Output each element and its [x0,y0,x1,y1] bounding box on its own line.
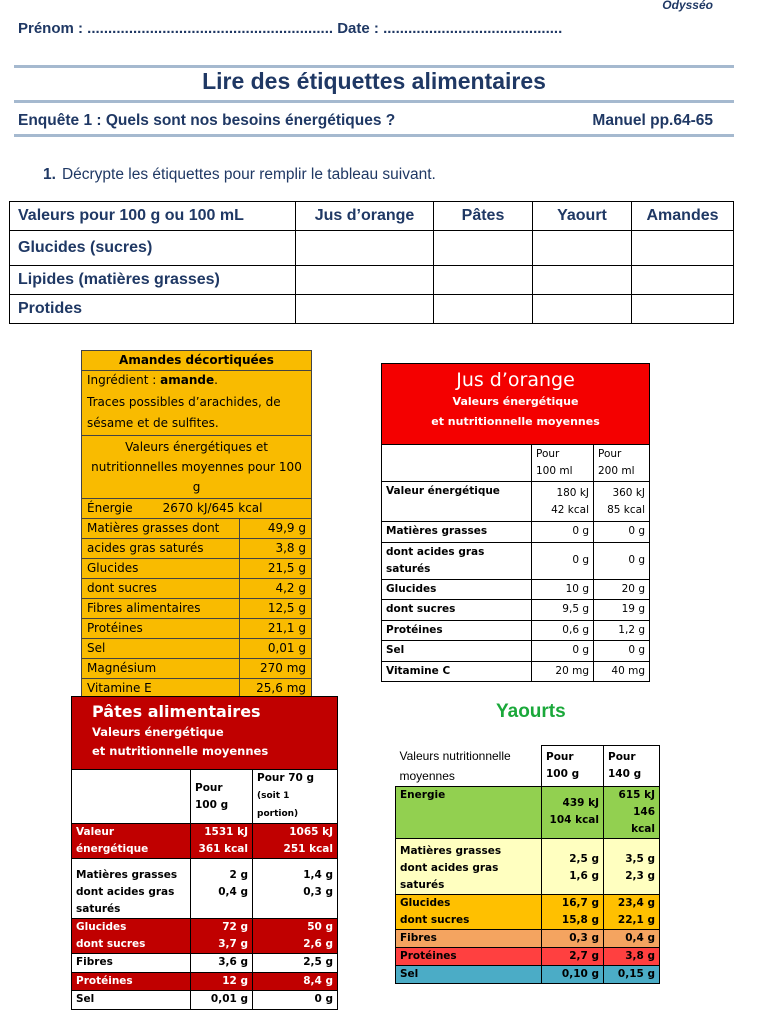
row-value: 104 kcal [549,814,599,826]
row-label: Glucides [382,579,532,600]
col-header: Pour [195,781,223,794]
row-label: Matières grasses [382,522,532,543]
row-value: 2,5 g [569,853,599,865]
energy-label: Énergie [87,500,133,515]
row-value: 20 g [594,579,650,600]
row-value: 3,8 g [604,947,660,965]
row-value: 0,4 g [604,929,660,947]
row-value: 0 g [594,522,650,543]
answer-cell[interactable] [632,295,734,324]
subtitle-rule [14,134,734,137]
answer-cell[interactable] [434,266,533,295]
table-row [396,838,660,894]
table-row [382,522,650,543]
table-row [82,558,312,578]
row-label: Protides [10,295,296,324]
jus-title: Jus d’orange [456,369,575,391]
row-value: 42 kcal [551,503,589,516]
table-row [82,578,312,598]
row-value: 0,01 g [191,991,253,1010]
answer-cell[interactable] [533,266,632,295]
amandes-values-title: Valeurs énergétiques et nutritionnelles moyennes pour 100 g [82,435,312,498]
row-value: 2,5 g [253,954,338,973]
jus-orange-label [381,363,650,682]
table-row [72,991,338,1010]
name-date-line: Prénom : ........................................................... Date : ........................................... [18,20,563,37]
row-value: 40 mg [594,661,650,682]
ingredient-label: Ingrédient : [87,373,161,388]
row-value: 360 kJ [612,486,645,499]
row-value: 0 g [532,641,594,662]
row-value: 2,3 g [625,870,655,882]
row-label: dont sucres [76,938,146,950]
row-label: Magnésium [82,658,240,678]
row-label: Energie [396,786,542,838]
table-row [72,859,338,919]
row-label: Protéines [82,618,240,638]
pates-label [71,696,338,1010]
row-value: 8,4 g [253,972,338,991]
col-header: 200 ml [598,465,635,477]
yaourt-table [395,745,660,984]
answer-cell[interactable] [296,266,434,295]
survey-title: Enquête 1 : Quels sont nos besoins énergétiques ? [18,112,396,129]
row-value: 0,3 g [542,929,604,947]
row-value: 22,1 g [617,913,655,926]
yaourt-title: Yaourts [496,701,566,722]
answer-cell[interactable] [533,231,632,266]
row-value: 439 kJ [562,797,599,809]
row-value: 0,15 g [604,965,660,983]
col-header: Pour [608,750,636,763]
brand-name: Odysséo [662,0,713,12]
header-cell: Yaourt [533,202,632,231]
title-rule [14,100,734,103]
row-value: 0,4 g [218,886,248,898]
pates-table [71,769,338,1010]
table-row [396,786,660,838]
row-value: 4,2 g [240,578,312,598]
row-label: acides gras saturés [82,538,240,558]
question-text: Décrypte les étiquettes pour remplir le tableau suivant. [61,166,436,183]
table-row [10,295,734,324]
table-row [82,638,312,658]
row-label: Valeur énergétique [72,824,191,859]
row-value: 3,8 g [240,538,312,558]
jus-subtitle-1: Valeurs énergétique [452,395,579,408]
row-value: 0,01 g [240,638,312,658]
row-label: Matières grasses [400,844,502,857]
row-value: 1,6 g [569,870,599,882]
row-label: Fibres [396,929,542,947]
row-value: 16,7 g [561,896,599,909]
table-row [382,661,650,682]
table-row [72,824,338,859]
row-label: Vitamine E [82,678,240,698]
table-row [72,954,338,973]
row-value: 361 kcal [198,843,248,855]
row-label: Valeur énergétique [382,482,532,522]
page-title: Lire des étiquettes alimentaires [202,68,546,94]
row-label: Glucides [82,558,240,578]
col-header: Pour [536,448,560,460]
row-value: 1531 kJ [204,826,248,838]
row-value: 23,4 g [617,896,655,909]
header-cell: Pâtes [434,202,533,231]
table-row [10,266,734,295]
row-value: 0,3 g [303,886,333,898]
col-header: Pour 70 g [257,772,315,784]
row-value: 0 g [532,542,594,579]
amandes-ingredient: Ingrédient : amande. [82,371,312,391]
row-label: Fibres alimentaires [82,598,240,618]
table-row [82,658,312,678]
header-cell: Valeurs pour 100 g ou 100 mL [10,202,296,231]
table-row [382,641,650,662]
row-value: 3,5 g [625,853,655,865]
answer-cell[interactable] [632,266,734,295]
row-value: 1,2 g [594,620,650,641]
table-row [382,600,650,621]
row-value: 9,5 g [532,600,594,621]
table-row [382,620,650,641]
table-row [82,518,312,538]
jus-header [381,363,650,444]
row-value: 251 kcal [283,843,333,855]
amandes-energy [82,498,312,518]
row-label: Glucides [400,896,451,909]
row-value: 12 g [191,972,253,991]
row-value: 3,6 g [191,954,253,973]
jus-table [381,444,650,682]
col-header: Pour [546,750,574,763]
answer-cell[interactable] [533,295,632,324]
answer-table [9,201,734,324]
answer-cell[interactable] [296,295,434,324]
question-number: 1. [43,166,56,183]
row-value: 0,10 g [542,965,604,983]
pates-title: Pâtes alimentaires [92,702,261,721]
row-label: dont acides gras saturés [382,542,532,579]
row-value: 12,5 g [240,598,312,618]
col-header: 100 g [195,798,229,811]
energy-value: 2670 kJ/645 kcal [162,500,263,515]
col-header: Pour [598,448,622,460]
table-row [82,618,312,638]
row-label: dont sucres [82,578,240,598]
row-label: Protéines [72,972,191,991]
col-header: 140 g [608,767,642,780]
row-value: 72 g [222,921,248,933]
row-label: saturés [76,903,121,915]
row-value: 20 mg [532,661,594,682]
row-value: 270 mg [240,658,312,678]
row-value: 146 kcal [631,805,655,835]
col-header: 100 g [546,767,580,780]
amandes-label [81,350,312,699]
row-value: 21,5 g [240,558,312,578]
amandes-traces: Traces possibles d’arachides, de sésame et de sulfites. [82,391,312,436]
pates-header [71,696,338,769]
table-row [396,965,660,983]
row-value: 15,8 g [561,913,599,926]
ingredient-value: amande [160,373,215,388]
row-label: Sel [382,641,532,662]
row-value: 2,7 g [542,947,604,965]
table-row [82,598,312,618]
row-value: 1,4 g [303,869,333,881]
yaourt-header-label: Valeurs nutritionnelle moyennes [399,748,511,783]
row-label: Vitamine C [382,661,532,682]
row-value: 49,9 g [240,518,312,538]
answer-cell[interactable] [434,231,533,266]
row-value: 1065 kJ [289,826,333,838]
row-value: 0 g [253,991,338,1010]
row-label: Glucides [76,921,127,933]
row-value: 21,1 g [240,618,312,638]
amandes-title: Amandes décortiquées [82,351,312,371]
answer-cell[interactable] [632,231,734,266]
row-label: Protéines [396,947,542,965]
row-label: dont sucres [382,600,532,621]
row-value: 3,7 g [218,938,248,950]
answer-cell[interactable] [434,295,533,324]
table-row [382,542,650,579]
row-label: Sel [82,638,240,658]
row-value: 50 g [307,921,333,933]
header-cell: Jus d’orange [296,202,434,231]
table-row [396,894,660,929]
row-value: 0 g [594,641,650,662]
table-row [82,538,312,558]
row-value: 2 g [229,869,248,881]
row-label: Protéines [382,620,532,641]
jus-subtitle-2: et nutritionnelle moyennes [431,415,600,428]
row-value: 0,6 g [532,620,594,641]
row-value: 25,6 mg [240,678,312,698]
row-value: 85 kcal [607,503,645,516]
col-header: 100 ml [536,465,573,477]
col-header: (soit 1 portion) [257,791,299,819]
row-value: 0 g [532,522,594,543]
row-label: Matières grasses [76,869,178,881]
row-label: Sel [396,965,542,983]
row-value: 615 kJ [618,788,655,801]
pates-subtitle-2: et nutritionnelle moyennes [92,744,269,758]
row-label: dont acides gras saturés [400,861,499,891]
answer-cell[interactable] [296,231,434,266]
table-row [72,972,338,991]
table-row [382,579,650,600]
row-label: Fibres [72,954,191,973]
row-label: Lipides (matières grasses) [10,266,296,295]
table-row [396,929,660,947]
pates-subtitle-1: Valeurs énergétique [92,725,224,739]
row-value: 180 kJ [556,486,589,499]
row-value: 2,6 g [303,938,333,950]
row-value: 10 g [532,579,594,600]
header-cell: Amandes [632,202,734,231]
row-label: Sel [72,991,191,1010]
row-value: 0 g [594,542,650,579]
table-row [72,919,338,954]
row-label: dont sucres [400,913,470,926]
row-label: Matières grasses dont [82,518,240,538]
manual-reference: Manuel pp.64-65 [592,112,713,129]
question-1 [43,166,436,184]
answer-table-header [10,202,734,231]
table-row [10,231,734,266]
table-row [396,947,660,965]
table-row [82,678,312,698]
row-value: 19 g [594,600,650,621]
row-label: dont acides gras [76,886,175,898]
row-label: Glucides (sucres) [10,231,296,266]
